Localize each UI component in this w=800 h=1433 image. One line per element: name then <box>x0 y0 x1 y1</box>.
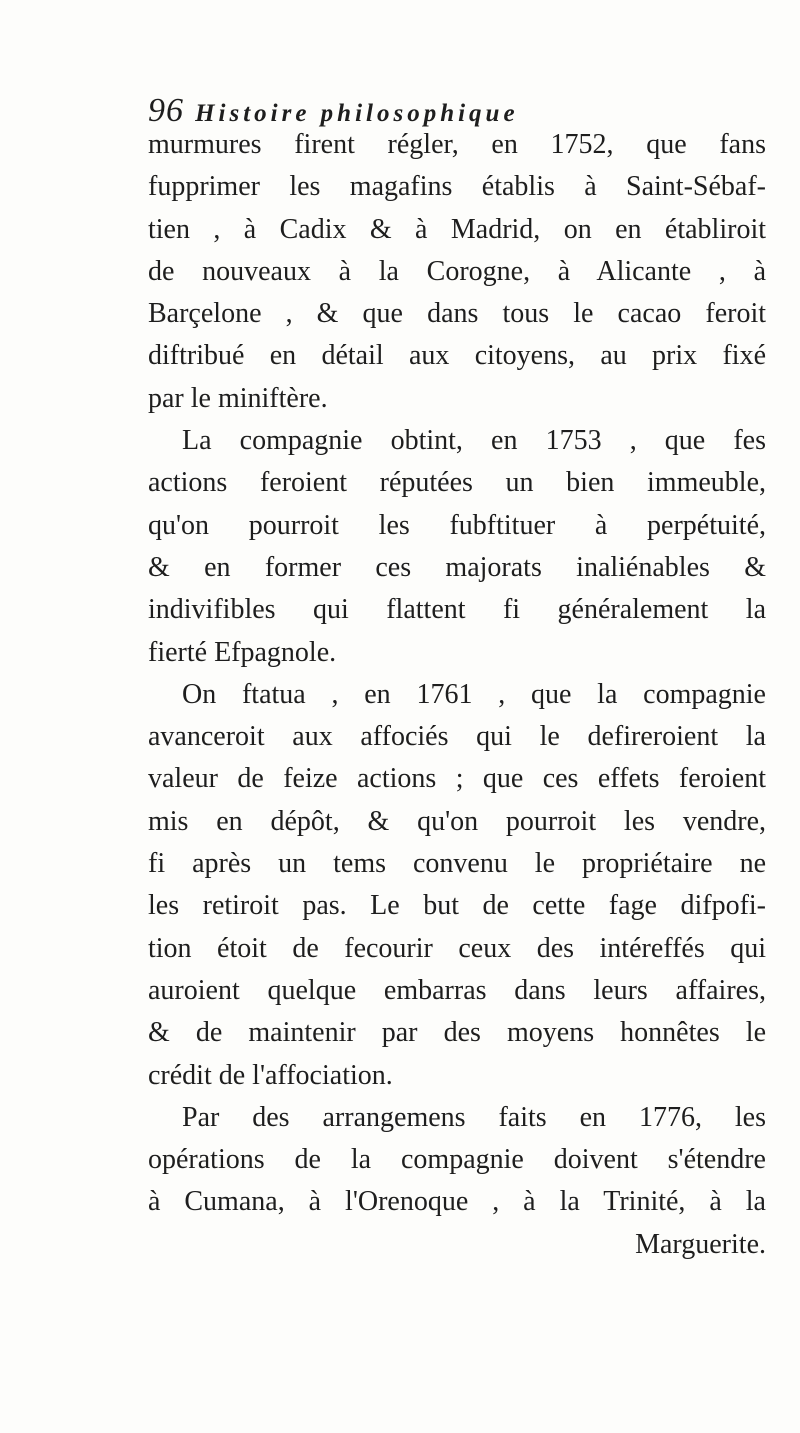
text-line: fi après un tems convenu le propriétaire ne <box>148 848 766 880</box>
text-line: Par des arrangemens faits en 1776, les <box>182 1101 766 1133</box>
text-line: indivifibles qui flattent fi généralement la <box>148 594 766 626</box>
text-line: auroient quelque embarras dans leurs affaires, <box>148 974 766 1006</box>
text-line: murmures firent régler, en 1752, que fans <box>148 129 766 160</box>
text-line: mis en dépôt, & qu'on pourroit les vendre, <box>148 805 766 837</box>
text-line: de nouveaux à la Corogne, à Alicante , à <box>148 255 766 287</box>
text-line: actions feroient réputées un bien immeuble, <box>148 467 766 499</box>
catchword-line: Marguerite. <box>635 1228 766 1260</box>
text-line: fupprimer les magafins établis à Saint-Sébaf- <box>148 171 766 203</box>
text-line: qu'on pourroit les fubftituer à perpétuité, <box>148 509 766 541</box>
page-text <box>148 124 766 1424</box>
text-line: Barçelone , & que dans tous le cacao feroit <box>148 298 766 330</box>
text-line: crédit de l'affociation. <box>148 1059 393 1091</box>
text-line: fierté Efpagnole. <box>148 636 337 668</box>
text-line: valeur de feize actions ; que ces effets feroient <box>148 763 766 795</box>
text-line: tien , à Cadix & à Madrid, on en établiroit <box>148 213 766 245</box>
text-line: à Cumana, à l'Orenoque , à la Trinité, à la <box>148 1186 766 1218</box>
text-line: les retiroit pas. Le but de cette fage difpofi- <box>148 890 766 922</box>
text-line: & de maintenir par des moyens honnêtes le <box>148 1017 766 1049</box>
running-title: Histoire philosophique <box>195 100 519 127</box>
text-line: par le miniftère. <box>148 382 328 414</box>
text-line: & en former ces majorats inaliénables & <box>148 551 766 583</box>
text-line: On ftatua , en 1761 , que la compagnie <box>182 678 766 710</box>
text-line: opérations de la compagnie doivent s'étendre <box>148 1144 766 1176</box>
text-line: diftribué en détail aux citoyens, au prix fixé <box>148 340 766 372</box>
text-line: avanceroit aux affociés qui le defireroient la <box>148 721 766 753</box>
text-line: tion étoit de fecourir ceux des intéreffés qui <box>148 932 766 964</box>
text-line: La compagnie obtint, en 1753 , que fes <box>182 425 766 457</box>
page-number: 96 <box>148 92 184 129</box>
